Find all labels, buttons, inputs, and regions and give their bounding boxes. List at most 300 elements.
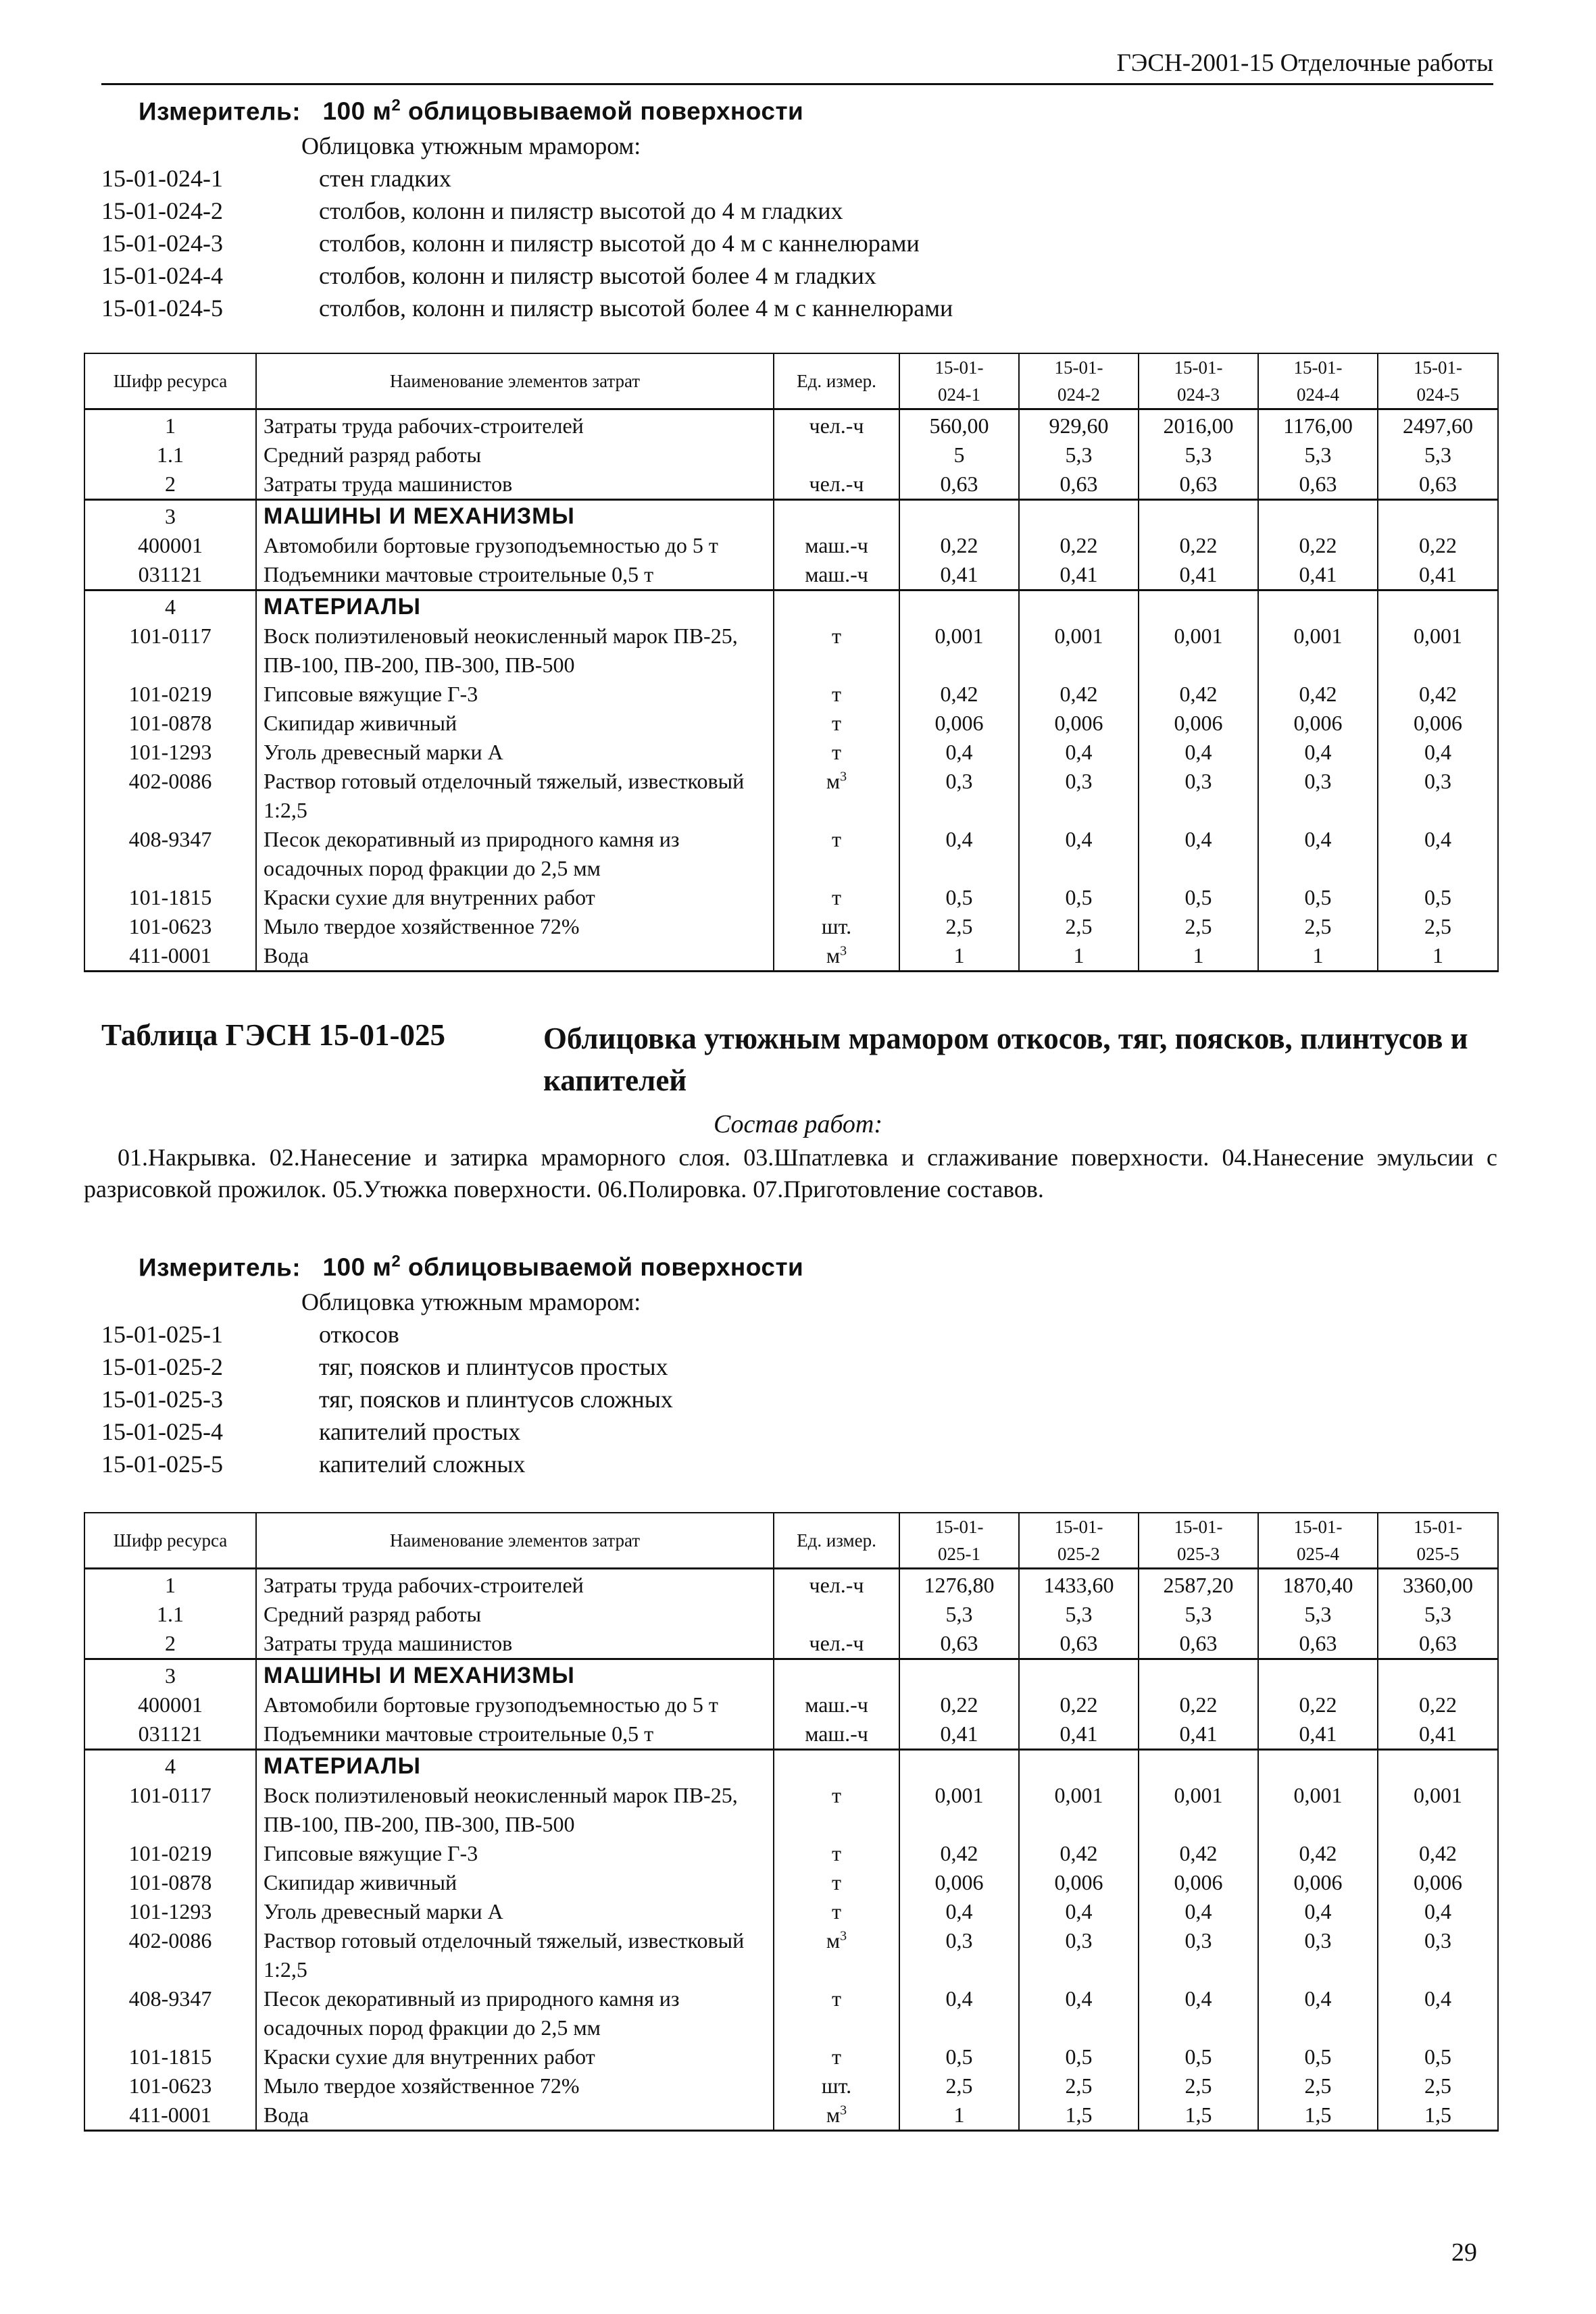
cost-element-name: Подъемники мачтовые строительные 0,5 т: [256, 560, 774, 590]
unit-exponent: 3: [840, 769, 847, 784]
item-description: капителий сложных: [319, 1451, 526, 1478]
norm-value: 0,3: [1378, 767, 1498, 825]
code-list-item: [101, 1318, 1250, 1351]
code-list-item: [101, 227, 1250, 259]
unit-text: т: [832, 1899, 841, 1923]
norm-code-prefix: 15-01-: [1174, 357, 1223, 378]
norm-value: 0,42: [1258, 1839, 1378, 1868]
norm-value: 0,006: [1378, 1868, 1498, 1897]
norm-value: 0,3: [1139, 1926, 1258, 1984]
cost-element-name: Вода: [256, 941, 774, 972]
resource-code: 101-0117: [84, 1781, 256, 1839]
section-row: [84, 590, 1498, 622]
unit-text: шт.: [821, 2073, 852, 2098]
item-description: столбов, колонн и пилястр высотой более 4 м гладких: [319, 262, 876, 289]
unit-of-measure: [774, 409, 899, 441]
code-list-item: [101, 1415, 1250, 1448]
empty-cell: [1139, 1659, 1258, 1691]
item-code: 15-01-024-4: [101, 262, 223, 289]
work-composition-text: 01.Накрывка. 02.Нанесение и затирка мраморного слоя. 03.Шпатлевка и сглаживание поверхности. 04.Нанесение эмульсии с разрисовкой прожилок. 05.Утюжка поверхности. 06.Полировка. 07.Приготовление составов.: [84, 1144, 1497, 1203]
item-description: столбов, колонн и пилястр высотой до 4 м гладких: [319, 197, 843, 224]
norm-value: 0,63: [1019, 1629, 1139, 1659]
norm-value: 0,4: [1258, 738, 1378, 767]
norm-value: 1: [1258, 941, 1378, 972]
norm-value: 0,006: [1139, 709, 1258, 738]
empty-cell: [1378, 500, 1498, 532]
norm-value: 0,4: [899, 738, 1019, 767]
section-title: МАШИНЫ И МЕХАНИЗМЫ: [256, 1659, 774, 1691]
norm-value: 0,006: [1378, 709, 1498, 738]
norm-value: 560,00: [899, 409, 1019, 441]
unit-of-measure: [774, 912, 899, 941]
table-row: [84, 1719, 1498, 1750]
norm-value: 5,3: [1378, 1600, 1498, 1629]
cost-element-name: Раствор готовый отделочный тяжелый, известковый 1:2,5: [256, 767, 774, 825]
item-code: 15-01-025-3: [101, 1386, 223, 1413]
table-label: Таблица ГЭСН 15-01-025: [101, 1018, 445, 1052]
norm-code-prefix: 15-01-: [1293, 1517, 1343, 1537]
norm-code-suffix: 025-5: [1416, 1544, 1460, 1564]
norm-value: 2,5: [1258, 912, 1378, 941]
resource-code: 1.1: [84, 1600, 256, 1629]
resource-code: 101-0623: [84, 912, 256, 941]
unit-text: т: [832, 740, 841, 764]
norm-value: 0,4: [1139, 825, 1258, 883]
unit-text: чел.-ч: [809, 413, 864, 438]
column-header-unit: Ед. измер.: [774, 1513, 899, 1569]
unit-text: маш.-ч: [805, 562, 868, 586]
norm-value: 2,5: [1139, 912, 1258, 941]
cost-element-name: Гипсовые вяжущие Г-3: [256, 1839, 774, 1868]
norm-value: 2016,00: [1139, 409, 1258, 441]
cost-element-name: Автомобили бортовые грузоподъемностью до 5 т: [256, 1690, 774, 1719]
norm-value: 2,5: [899, 2071, 1019, 2101]
norm-value: 0,006: [1019, 1868, 1139, 1897]
norm-value: 5,3: [1258, 1600, 1378, 1629]
table-row: [84, 883, 1498, 912]
code-list-item: [101, 1383, 1250, 1415]
code-list-item: [101, 259, 1250, 292]
norm-value: 0,4: [1258, 1897, 1378, 1926]
norm-value: 0,5: [899, 2042, 1019, 2071]
page-number: 29: [1451, 2238, 1477, 2267]
unit-of-measure: [774, 470, 899, 500]
cost-element-name: Песок декоративный из природного камня из осадочных пород фракции до 2,5 мм: [256, 825, 774, 883]
norm-value: 0,42: [899, 1839, 1019, 1868]
norm-value: 0,001: [1258, 1781, 1378, 1839]
norm-value: 5,3: [1019, 1600, 1139, 1629]
norm-value: 0,006: [1258, 709, 1378, 738]
norm-value: 0,006: [1019, 709, 1139, 738]
norm-value: 929,60: [1019, 409, 1139, 441]
unit-text: м: [826, 943, 841, 967]
norm-value: 0,4: [1258, 1984, 1378, 2042]
norm-value: 0,41: [1139, 1719, 1258, 1750]
unit-of-measure: [774, 825, 899, 883]
cost-element-name: Скипидар живичный: [256, 709, 774, 738]
norm-value: 1276,80: [899, 1569, 1019, 1601]
unit-of-measure: [774, 941, 899, 972]
unit-of-measure: [774, 2101, 899, 2131]
unit-of-measure: [774, 1926, 899, 1984]
code-list-2: [101, 1318, 1250, 1480]
unit-of-measure: [774, 622, 899, 680]
norm-value: 1,5: [1258, 2101, 1378, 2131]
item-description: тяг, поясков и плинтусов простых: [319, 1353, 668, 1380]
item-code: 15-01-024-5: [101, 295, 223, 322]
norm-value: 0,3: [1378, 1926, 1498, 1984]
norm-value: 0,5: [1139, 2042, 1258, 2071]
norm-value: 5,3: [1258, 441, 1378, 470]
norm-value: 0,63: [1019, 470, 1139, 500]
work-composition-heading: Состав работ:: [713, 1110, 883, 1138]
norm-value: 0,001: [1139, 622, 1258, 680]
cost-element-name: Мыло твердое хозяйственное 72%: [256, 912, 774, 941]
norm-value: 0,22: [1258, 1690, 1378, 1719]
unit-of-measure: [774, 883, 899, 912]
cost-element-name: Гипсовые вяжущие Г-3: [256, 680, 774, 709]
table-row: [84, 1926, 1498, 1984]
table-row: [84, 2071, 1498, 2101]
table-row: [84, 680, 1498, 709]
table-row: [84, 1690, 1498, 1719]
cost-element-name: Автомобили бортовые грузоподъемностью до 5 т: [256, 531, 774, 560]
norm-value: 2587,20: [1139, 1569, 1258, 1601]
norm-value: 0,22: [1378, 531, 1498, 560]
norm-value: 0,3: [899, 1926, 1019, 1984]
cost-element-name: Воск полиэтиленовый неокисленный марок ПВ-25, ПВ-100, ПВ-200, ПВ-300, ПВ-500: [256, 622, 774, 680]
table-row: [84, 2101, 1498, 2131]
item-description: откосов: [319, 1321, 399, 1348]
empty-cell: [774, 1659, 899, 1691]
norm-value: 0,5: [1019, 2042, 1139, 2071]
cost-element-name: Затраты труда машинистов: [256, 470, 774, 500]
unit-text: т: [832, 682, 841, 706]
item-code: 15-01-024-3: [101, 230, 223, 257]
empty-cell: [1258, 590, 1378, 622]
empty-cell: [1019, 1659, 1139, 1691]
item-description: столбов, колонн и пилястр высотой до 4 м с каннелюрами: [319, 230, 920, 257]
empty-cell: [1258, 500, 1378, 532]
norm-value: 1,5: [1019, 2101, 1139, 2131]
norm-value: 0,001: [1378, 622, 1498, 680]
table-row: [84, 1984, 1498, 2042]
unit-text: т: [832, 1841, 841, 1865]
cost-element-name: Уголь древесный марки А: [256, 1897, 774, 1926]
resource-code: 400001: [84, 1690, 256, 1719]
table-row: [84, 738, 1498, 767]
empty-cell: [1258, 1750, 1378, 1782]
resource-code: 101-1293: [84, 738, 256, 767]
norm-value: 1433,60: [1019, 1569, 1139, 1601]
norm-value: 0,3: [1019, 767, 1139, 825]
column-header-norm: [1019, 1513, 1139, 1569]
norm-value: 1,5: [1139, 2101, 1258, 2131]
norm-code-prefix: 15-01-: [934, 357, 984, 378]
norm-value: 0,5: [1378, 883, 1498, 912]
norm-value: 2,5: [1019, 912, 1139, 941]
table-row: [84, 941, 1498, 972]
norm-value: 2,5: [1258, 2071, 1378, 2101]
table-row: [84, 1868, 1498, 1897]
norm-value: 2,5: [1378, 2071, 1498, 2101]
item-description: столбов, колонн и пилястр высотой более 4 м с каннелюрами: [319, 295, 953, 322]
norm-value: 0,006: [899, 709, 1019, 738]
norm-code-suffix: 024-3: [1177, 384, 1220, 405]
item-code: 15-01-025-4: [101, 1418, 223, 1445]
unit-text: маш.-ч: [805, 533, 868, 557]
item-code: 15-01-025-1: [101, 1321, 223, 1348]
empty-cell: [774, 590, 899, 622]
norm-table-1: [84, 353, 1499, 972]
norm-value: 0,63: [899, 470, 1019, 500]
norm-code-prefix: 15-01-: [1054, 1517, 1103, 1537]
unit-exponent: 3: [840, 1928, 847, 1944]
norm-value: 0,42: [899, 680, 1019, 709]
code-list-item: [101, 292, 1250, 324]
unit-text: т: [832, 827, 841, 851]
resource-code: 101-0878: [84, 709, 256, 738]
norm-value: 2,5: [1378, 912, 1498, 941]
resource-code: 411-0001: [84, 2101, 256, 2131]
table-row: [84, 912, 1498, 941]
resource-code: 402-0086: [84, 767, 256, 825]
norm-code-prefix: 15-01-: [1293, 357, 1343, 378]
resource-code: 408-9347: [84, 825, 256, 883]
resource-code: 400001: [84, 531, 256, 560]
norm-code-suffix: 024-1: [938, 384, 980, 405]
norm-code-suffix: 025-3: [1177, 1544, 1220, 1564]
table-row: [84, 767, 1498, 825]
norm-code-suffix: 024-4: [1297, 384, 1339, 405]
column-header-unit: Ед. измер.: [774, 353, 899, 409]
unit-exponent: 3: [840, 2103, 847, 2118]
table-row: [84, 1629, 1498, 1659]
norm-value: 0,42: [1139, 680, 1258, 709]
resource-code: 031121: [84, 1719, 256, 1750]
unit-text: т: [832, 885, 841, 909]
cost-element-name: Средний разряд работы: [256, 441, 774, 470]
empty-cell: [1019, 590, 1139, 622]
item-description: капителий простых: [319, 1418, 521, 1445]
norm-value: 0,4: [899, 825, 1019, 883]
column-header-name: Наименование элементов затрат: [256, 1513, 774, 1569]
norm-value: 0,001: [1019, 1781, 1139, 1839]
norm-value: 0,22: [899, 531, 1019, 560]
code-list-item: [101, 1448, 1250, 1480]
unit-of-measure: [774, 738, 899, 767]
norm-code-prefix: 15-01-: [1174, 1517, 1223, 1537]
norm-value: 0,42: [1019, 1839, 1139, 1868]
norm-value: 2,5: [899, 912, 1019, 941]
item-description: тяг, поясков и плинтусов сложных: [319, 1386, 673, 1413]
cost-element-name: Воск полиэтиленовый неокисленный марок ПВ-25, ПВ-100, ПВ-200, ПВ-300, ПВ-500: [256, 1781, 774, 1839]
norm-value: 0,4: [1378, 825, 1498, 883]
norm-value: 0,5: [1258, 883, 1378, 912]
resource-code: 4: [84, 1750, 256, 1782]
norm-value: 1: [899, 2101, 1019, 2131]
section-title: МАТЕРИАЛЫ: [256, 1750, 774, 1782]
column-header-norm: [1258, 1513, 1378, 1569]
resource-code: 3: [84, 500, 256, 532]
cost-element-name: Мыло твердое хозяйственное 72%: [256, 2071, 774, 2101]
norm-value: 0,3: [1139, 767, 1258, 825]
unit-of-measure: [774, 1719, 899, 1750]
norm-value: 0,4: [1378, 1984, 1498, 2042]
unit-of-measure: [774, 1868, 899, 1897]
resource-code: 408-9347: [84, 1984, 256, 2042]
column-header-code: Шифр ресурса: [84, 353, 256, 409]
norm-value: 0,22: [1258, 531, 1378, 560]
table-row: [84, 2042, 1498, 2071]
resource-code: 101-0623: [84, 2071, 256, 2101]
norm-code-suffix: 025-1: [938, 1544, 980, 1564]
norm-value: 1870,40: [1258, 1569, 1378, 1601]
norm-value: 0,5: [1019, 883, 1139, 912]
empty-cell: [1139, 500, 1258, 532]
norm-table-2: [84, 1512, 1499, 2132]
resource-code: 411-0001: [84, 941, 256, 972]
code-list-1: [101, 162, 1250, 324]
unit-text: чел.-ч: [809, 472, 864, 496]
column-header-name: Наименование элементов затрат: [256, 353, 774, 409]
column-header-norm: [1378, 353, 1498, 409]
norm-value: 0,22: [1139, 1690, 1258, 1719]
norm-value: 5: [899, 441, 1019, 470]
norm-value: 0,42: [1019, 680, 1139, 709]
column-header-norm: [899, 353, 1019, 409]
norm-value: 5,3: [1378, 441, 1498, 470]
empty-cell: [1019, 1750, 1139, 1782]
unit-of-measure: [774, 1569, 899, 1601]
norm-value: 0,4: [899, 1897, 1019, 1926]
unit-of-measure: [774, 709, 899, 738]
unit-of-measure: [774, 1984, 899, 2042]
unit-text: м: [826, 2103, 841, 2127]
norm-value: 1: [1139, 941, 1258, 972]
norm-value: 0,4: [1139, 738, 1258, 767]
norm-value: 0,001: [1139, 1781, 1258, 1839]
table-row: [84, 1569, 1498, 1601]
norm-value: 0,41: [1139, 560, 1258, 590]
table-row: [84, 622, 1498, 680]
table-row: [84, 409, 1498, 441]
column-header-norm: [1019, 353, 1139, 409]
resource-code: 2: [84, 1629, 256, 1659]
unit-text: маш.-ч: [805, 1721, 868, 1746]
norm-value: 1176,00: [1258, 409, 1378, 441]
norm-value: 2,5: [1019, 2071, 1139, 2101]
resource-code: 4: [84, 590, 256, 622]
unit-text: м: [826, 1928, 841, 1953]
item-code: 15-01-024-2: [101, 197, 223, 224]
cost-element-name: Скипидар живичный: [256, 1868, 774, 1897]
norm-value: 0,41: [1258, 560, 1378, 590]
unit-text: чел.-ч: [809, 1631, 864, 1655]
table-row: [84, 560, 1498, 590]
table-header-row: [84, 1513, 1498, 1569]
unit-text: шт.: [821, 914, 852, 938]
unit-text: чел.-ч: [809, 1573, 864, 1597]
code-list-item: [101, 1351, 1250, 1383]
norm-value: 0,4: [1019, 738, 1139, 767]
empty-cell: [899, 500, 1019, 532]
norm-value: 0,41: [1019, 1719, 1139, 1750]
item-code: 15-01-025-5: [101, 1451, 223, 1478]
table-header-row: [84, 353, 1498, 409]
unit-of-measure: [774, 680, 899, 709]
unit-of-measure: [774, 767, 899, 825]
norm-value: 0,41: [1258, 1719, 1378, 1750]
table-row: [84, 825, 1498, 883]
norm-code-prefix: 15-01-: [1414, 357, 1462, 378]
cost-element-name: Затраты труда рабочих-строителей: [256, 409, 774, 441]
column-header-norm: [1139, 1513, 1258, 1569]
measure-label: Измеритель:: [139, 1253, 301, 1282]
code-list-item: [101, 162, 1250, 195]
norm-value: 0,22: [1378, 1690, 1498, 1719]
cost-element-name: Средний разряд работы: [256, 1600, 774, 1629]
resource-code: 101-1815: [84, 2042, 256, 2071]
norm-value: 5,3: [1139, 1600, 1258, 1629]
norm-value: 0,22: [1019, 531, 1139, 560]
norm-value: 0,5: [1378, 2042, 1498, 2071]
empty-cell: [1139, 1750, 1258, 1782]
norm-value: 1,5: [1378, 2101, 1498, 2131]
norm-value: 1: [1378, 941, 1498, 972]
norm-value: 5,3: [1019, 441, 1139, 470]
empty-cell: [899, 1750, 1019, 1782]
cost-element-name: Краски сухие для внутренних работ: [256, 2042, 774, 2071]
table-row: [84, 1781, 1498, 1839]
norm-value: 0,22: [1139, 531, 1258, 560]
norm-value: 0,42: [1139, 1839, 1258, 1868]
unit-of-measure: [774, 441, 899, 470]
norm-value: 0,001: [1019, 622, 1139, 680]
resource-code: 1: [84, 1569, 256, 1601]
norm-value: 0,4: [1139, 1984, 1258, 2042]
item-code: 15-01-024-1: [101, 165, 223, 192]
resource-code: 1.1: [84, 441, 256, 470]
norm-value: 0,4: [1378, 738, 1498, 767]
table-row: [84, 441, 1498, 470]
norm-value: 0,41: [1378, 560, 1498, 590]
norm-value: 0,001: [899, 1781, 1019, 1839]
norm-value: 0,4: [1019, 825, 1139, 883]
column-header-norm: [1258, 353, 1378, 409]
norm-value: 0,63: [1378, 470, 1498, 500]
norm-value: 3360,00: [1378, 1569, 1498, 1601]
norm-value: 5,3: [1139, 441, 1258, 470]
norm-value: 0,41: [899, 1719, 1019, 1750]
resource-code: 101-0219: [84, 680, 256, 709]
norm-value: 2497,60: [1378, 409, 1498, 441]
norm-value: 0,006: [1258, 1868, 1378, 1897]
empty-cell: [1378, 590, 1498, 622]
norm-value: 0,41: [899, 560, 1019, 590]
norm-value: 0,22: [1019, 1690, 1139, 1719]
norm-value: 1: [899, 941, 1019, 972]
cost-element-name: Затраты труда рабочих-строителей: [256, 1569, 774, 1601]
norm-value: 0,5: [1139, 883, 1258, 912]
norm-value: 1: [1019, 941, 1139, 972]
running-header: ГЭСН-2001-15 Отделочные работы: [101, 49, 1493, 85]
norm-code-prefix: 15-01-: [934, 1517, 984, 1537]
norm-value: 0,4: [1139, 1897, 1258, 1926]
unit-text: маш.-ч: [805, 1692, 868, 1717]
norm-value: 0,42: [1378, 680, 1498, 709]
empty-cell: [899, 1659, 1019, 1691]
